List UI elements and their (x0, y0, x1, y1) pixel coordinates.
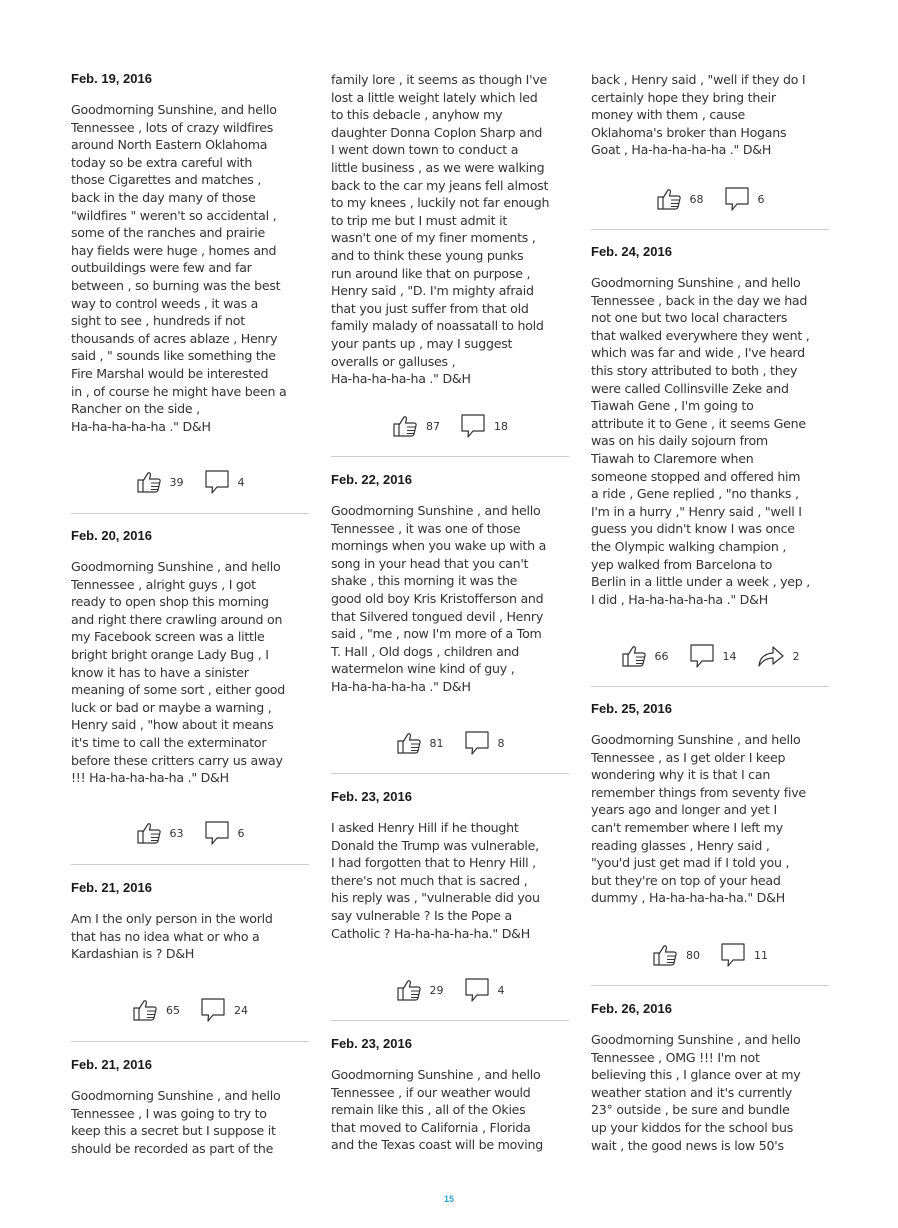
thumbs-up-icon (136, 470, 162, 494)
divider (71, 1041, 309, 1042)
speech-bubble-icon (464, 730, 490, 756)
post-text: Goodmorning Sunshine , and hello Tennessee , alright guys , I got ready to open shop this morning and right there crawling around on my Facebook screen was a little bright bright orange Lady Bug , I know it has to have a sinister meaning of some sort , either good luck or bad or maybe a warning , Henry said , "how about it means it's time to call the exterminator before these critters carry us away !!! Ha-ha-ha-ha-ha ." D&H (71, 559, 286, 786)
post (591, 71, 829, 159)
post-date: Feb. 24, 2016 (591, 244, 672, 259)
comment-count: 6 (757, 192, 765, 206)
post-text: Goodmorning Sunshine , and hello Tennessee , it was one of those mornings when you wake up with a song in your head that you can't shake , this morning it was the good old boy Kris Kristofferson and that Silvered tongued devil , Henry said , "me , now I'm more of a Tom T. Hall , Old dogs , children and watermelon wine kind of guy , Ha-ha-ha-ha-ha ." D&H (331, 503, 547, 694)
like-stat[interactable] (132, 998, 180, 1022)
thumbs-up-icon (621, 644, 647, 668)
post-text: Goodmorning Sunshine, and hello Tennessee , lots of crazy wildfires around North Eastern Oklahoma today so be extra careful with those Cigarettes and matches , back in the day many of those "wildfires " weren't so accidental , some of the ranches and prairie hay fields were huge , homes and outbuildings were few and far between , so burning was the best way to control weeds , it was a sight to see , hundreds if not thousands of acres ablaze , Henry said , " sounds like something the Fire Marshal would be interested in , of course he might have been a Rancher on the side , Ha-ha-ha-ha-ha ." D&H (71, 102, 287, 434)
post-text: Goodmorning Sunshine , and hello Tennessee , back in the day we had not one but two local characters that walked everywhere they went , which was far and wide , I've heard this story attributed to both , they were called Collinsville Zeke and Tiawah Gene , I'm going to attribute it to Gene , it seems Gene was on his daily sojourn from Tiawah to Claremore when someone stopped and offered him a ride , Gene replied , "no thanks , I'm in a hurry ," Henry said , "well I guess you didn't know I was once the Olympic walking champion , yep walked from Barcelona to Berlin in a little under a week , yep , I did , Ha-ha-ha-ha-ha ." D&H (591, 275, 811, 607)
speech-bubble-icon (204, 820, 230, 846)
divider (331, 1020, 569, 1021)
comment-count: 18 (494, 419, 508, 433)
post-text: family lore , it seems as though I've lost a little weight lately which led to this debacle , anyhow my daughter Donna Coplon Sharp and I went down town to conduct a little business , as we were walking back to the car my jeans fell almost to my knees , luckily not far enough to trip me but I must admit it wasn't one of my finer moments , and to think these young punks run around like that on purpose , Henry said , "D. I'm mighty afraid that you just suffer from that old family malady of noassatall to hold your pants up , may I suggest overalls or galluses , Ha-ha-ha-ha-ha ." D&H (331, 72, 550, 387)
post-stats (71, 995, 309, 1025)
post-stats (71, 467, 309, 497)
post-text: Goodmorning Sunshine , and hello Tennessee , as I get older I keep wondering why it is that I can remember things from seventy five years ago and longer and yet I can't remember where I left my reading glasses , Henry said , "you'd just get mad if I told you , but they're on top of your head dummy , Ha-ha-ha-ha-ha." D&H (591, 732, 806, 906)
post-stats (331, 975, 569, 1005)
like-count: 80 (686, 948, 700, 962)
post (331, 472, 569, 696)
like-count: 65 (166, 1003, 180, 1017)
thumbs-up-icon (396, 978, 422, 1002)
post (591, 1001, 829, 1154)
like-stat[interactable] (392, 414, 440, 438)
post-stats (331, 728, 569, 758)
post-date: Feb. 22, 2016 (331, 472, 412, 487)
post-stats (71, 818, 309, 848)
speech-bubble-icon (200, 997, 226, 1023)
speech-bubble-icon (689, 643, 715, 669)
post-date: Feb. 23, 2016 (331, 1036, 412, 1051)
post-stats (591, 184, 829, 214)
post-date: Feb. 25, 2016 (591, 701, 672, 716)
divider (591, 985, 829, 986)
divider (71, 864, 309, 865)
post-text: back , Henry said , "well if they do I certainly hope they bring their money with them , cause Oklahoma's broker than Hogans Goat , Ha-ha-ha-ha-ha ." D&H (591, 72, 806, 158)
divider (591, 686, 829, 687)
thumbs-up-icon (132, 998, 158, 1022)
speech-bubble-icon (724, 186, 750, 212)
comment-stat[interactable] (720, 942, 768, 968)
comment-stat[interactable] (464, 730, 505, 756)
like-count: 39 (169, 475, 184, 489)
like-stat[interactable] (396, 978, 444, 1002)
post-stats (331, 411, 569, 441)
divider (331, 456, 569, 457)
comment-count: 6 (237, 826, 245, 840)
speech-bubble-icon (204, 469, 230, 495)
thumbs-up-icon (136, 821, 162, 845)
post-text: Goodmorning Sunshine , and hello Tennessee , OMG !!! I'm not believing this , I glance over at my weather station and it's currently 23° outside , be sure and bundle up your kiddos for the school bus wait , the good news is low 50's (591, 1032, 801, 1153)
comment-stat[interactable] (460, 413, 508, 439)
speech-bubble-icon (720, 942, 746, 968)
post-text: Am I the only person in the world that has no idea what or who a Kardashian is ? D&H (71, 911, 273, 962)
like-stat[interactable] (652, 943, 700, 967)
post-date: Feb. 26, 2016 (591, 1001, 672, 1016)
thumbs-up-icon (392, 414, 418, 438)
comment-count: 14 (722, 649, 737, 663)
comment-stat[interactable] (204, 469, 245, 495)
post (331, 789, 569, 942)
post-text: Goodmorning Sunshine , and hello Tennessee , if our weather would remain like this , all of the Okies that moved to California , Florida and the Texas coast will be moving (331, 1067, 543, 1153)
speech-bubble-icon (464, 977, 490, 1003)
comment-count: 11 (754, 948, 768, 962)
share-arrow-icon (757, 644, 785, 668)
thumbs-up-icon (656, 187, 682, 211)
post (591, 701, 829, 907)
post-text: Goodmorning Sunshine , and hello Tennessee , I was going to try to keep this a secret but I suppose it should be recorded as part of the (71, 1088, 281, 1156)
comment-stat[interactable] (724, 186, 765, 212)
post (71, 880, 309, 963)
post (331, 1036, 569, 1154)
like-stat[interactable] (656, 187, 704, 211)
like-count: 68 (689, 192, 704, 206)
post (331, 71, 569, 388)
divider (591, 229, 829, 230)
post (71, 528, 309, 787)
like-count: 63 (169, 826, 184, 840)
comment-count: 4 (237, 475, 245, 489)
post-text: I asked Henry Hill if he thought Donald the Trump was vulnerable, I had forgotten that to Henry Hill , there's not much that is sacred , his reply was , "vulnerable did you say vulnerable ? Is the Pope a Catholic ? Ha-ha-ha-ha-ha." D&H (331, 820, 540, 941)
comment-count: 8 (497, 736, 505, 750)
comment-stat[interactable] (200, 997, 248, 1023)
like-stat[interactable] (621, 644, 669, 668)
comment-count: 4 (497, 983, 505, 997)
like-count: 81 (429, 736, 444, 750)
post-stats (591, 641, 829, 671)
thumbs-up-icon (396, 731, 422, 755)
like-count: 87 (426, 419, 440, 433)
divider (331, 773, 569, 774)
like-stat[interactable] (136, 821, 184, 845)
comment-stat[interactable] (464, 977, 505, 1003)
comment-stat[interactable] (689, 643, 737, 669)
post-date: Feb. 23, 2016 (331, 789, 412, 804)
thumbs-up-icon (652, 943, 678, 967)
post (71, 71, 309, 435)
post-date: Feb. 21, 2016 (71, 880, 152, 895)
share-count: 2 (792, 649, 800, 663)
comment-count: 24 (234, 1003, 248, 1017)
comment-stat[interactable] (204, 820, 245, 846)
post-stats (591, 940, 829, 970)
speech-bubble-icon (460, 413, 486, 439)
post (591, 244, 829, 608)
page-number: 15 (443, 1194, 454, 1204)
post (71, 1057, 309, 1157)
post-date: Feb. 21, 2016 (71, 1057, 152, 1072)
post-date: Feb. 20, 2016 (71, 528, 152, 543)
like-count: 66 (654, 649, 669, 663)
share-stat[interactable] (757, 644, 800, 668)
post-date: Feb. 19, 2016 (71, 71, 152, 86)
divider (71, 513, 309, 514)
like-count: 29 (429, 983, 444, 997)
like-stat[interactable] (136, 470, 184, 494)
like-stat[interactable] (396, 731, 444, 755)
